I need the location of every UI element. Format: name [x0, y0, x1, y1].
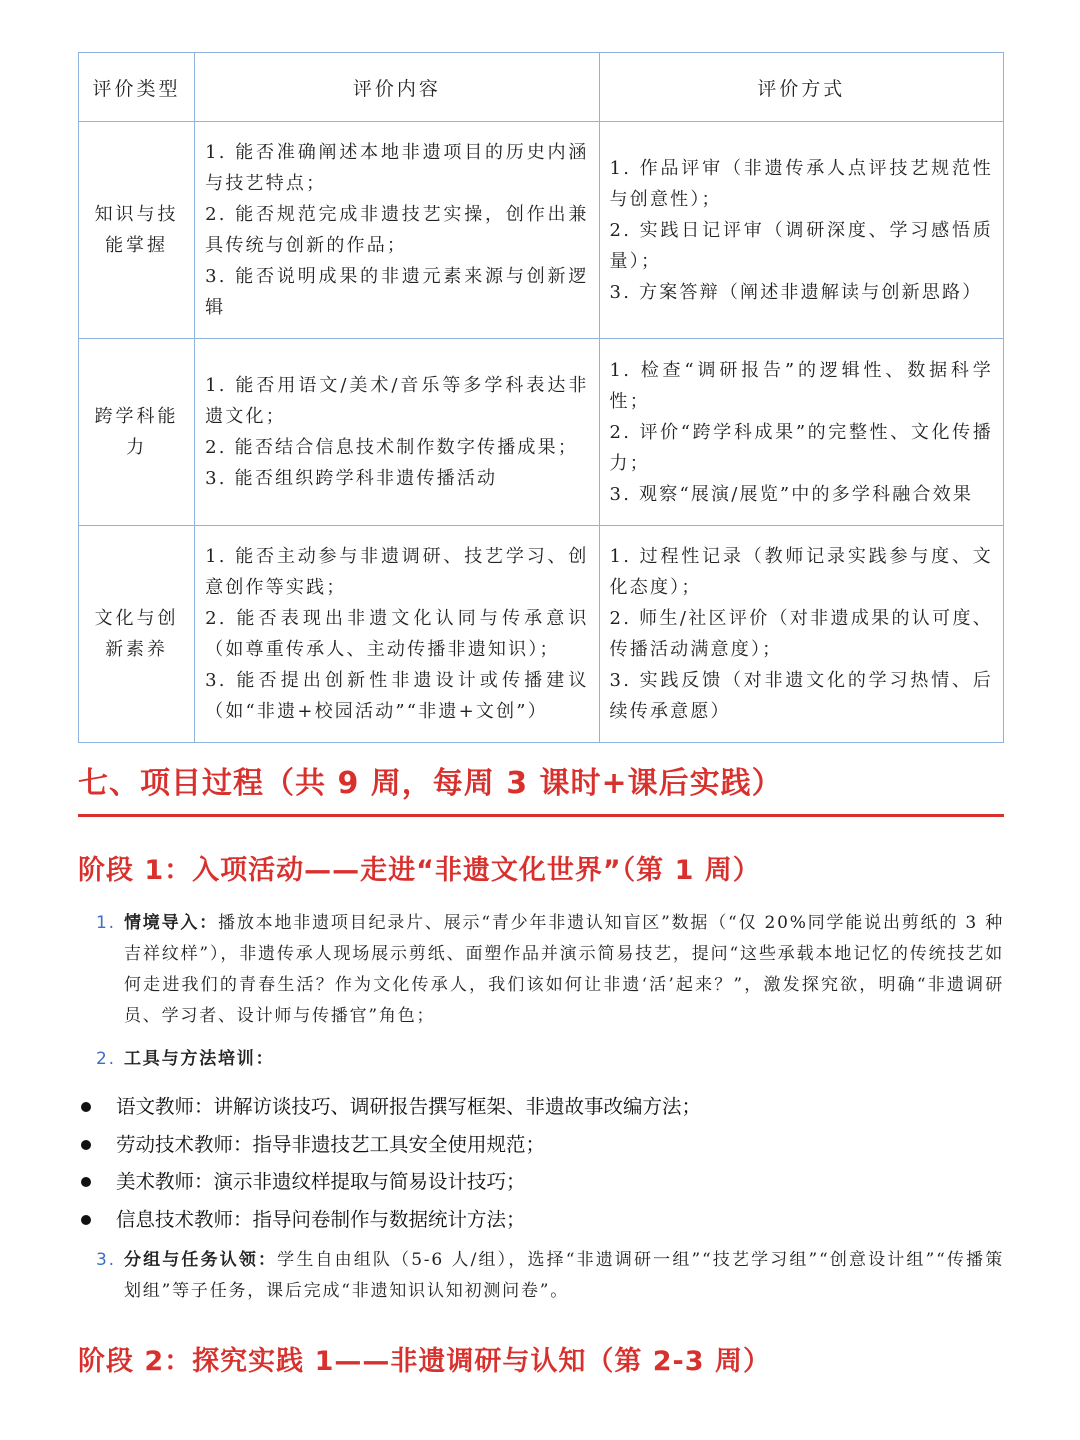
row-content: [195, 526, 599, 743]
table-header-row: [79, 53, 1004, 122]
item-body: [124, 1245, 1004, 1307]
section-divider: [78, 814, 1004, 817]
item-text: 学生自由组队（5-6 人/组），选择“非遗调研一组”“技艺学习组”“创意设计组”“传播策划组”等子任务，课后完成“非遗知识认知初测问卷”。: [124, 1250, 1004, 1301]
content-line: 3. 能否组织跨学科非遗传播活动: [205, 468, 498, 489]
item-lead: 分组与任务认领：: [124, 1250, 278, 1270]
method-line: 3. 方案答辩（阐述非遗解读与创新思路）: [609, 281, 983, 303]
content-line: 2. 能否结合信息技术制作数字传播成果；: [205, 437, 579, 458]
method-line: 2. 实践日记评审（调研深度、学习感悟质量）；: [609, 219, 993, 272]
list-item: [78, 1163, 1004, 1201]
stage-1-title: 阶段 1：入项活动——走进“非遗文化世界”（第 1 周）: [78, 855, 761, 886]
item-number: 1.: [96, 913, 116, 933]
row-type: 文化与创新素养: [79, 526, 195, 743]
stage-2-title: 阶段 2：探究实践 1——非遗调研与认知（第 2-3 周）: [78, 1346, 771, 1377]
header-eval-content: 评价内容: [195, 53, 599, 122]
bullet-text: 语文教师：讲解访谈技巧、调研报告撰写框架、非遗故事改编方法；: [116, 1095, 702, 1118]
numbered-item: [96, 1044, 1004, 1075]
row-method: [599, 526, 1003, 743]
list-item: [78, 1088, 1004, 1126]
table-row: [79, 122, 1004, 339]
row-method: [599, 122, 1003, 339]
bullet-icon: [81, 1102, 91, 1112]
item-body: [124, 908, 1004, 1032]
list-item: [78, 1201, 1004, 1239]
method-line: 3. 观察“展演/展览”中的多学科融合效果: [609, 483, 974, 505]
method-line: 2. 评价“跨学科成果”的完整性、文化传播力；: [609, 421, 993, 474]
row-type: 知识与技能掌握: [79, 122, 195, 339]
content-line: 3. 能否说明成果的非遗元素来源与创新逻辑: [205, 266, 589, 318]
header-eval-method: 评价方式: [599, 53, 1003, 122]
method-line: 1. 作品评审（非遗传承人点评技艺规范性与创意性）；: [609, 157, 993, 210]
numbered-item: [96, 1245, 1004, 1307]
method-line: 3. 实践反馈（对非遗文化的学习热情、后续传承意愿）: [609, 670, 993, 722]
item-lead: 情境导入：: [124, 913, 219, 933]
method-line: 2. 师生/社区评价（对非遗成果的认可度、传播活动满意度）；: [609, 608, 993, 660]
content-line: 2. 能否表现出非遗文化认同与传承意识（如尊重传承人、主动传播非遗知识）；: [205, 608, 589, 660]
method-line: 1. 检查“调研报告”的逻辑性、数据科学性；: [609, 359, 993, 412]
row-type: 跨学科能力: [79, 339, 195, 526]
bullet-icon: [81, 1215, 91, 1225]
content-line: 1. 能否主动参与非遗调研、技艺学习、创意创作等实践；: [205, 546, 589, 598]
content-line: 1. 能否用语文/美术/音乐等多学科表达非遗文化；: [205, 375, 589, 427]
bullet-text: 美术教师：演示非遗纹样提取与简易设计技巧；: [116, 1170, 526, 1193]
method-line: 1. 过程性记录（教师记录实践参与度、文化态度）；: [609, 546, 993, 598]
header-eval-type: 评价类型: [79, 53, 195, 122]
row-method: [599, 339, 1003, 526]
content-line: 1. 能否准确阐述本地非遗项目的历史内涵与技艺特点；: [205, 142, 589, 194]
content-line: 2. 能否规范完成非遗技艺实操，创作出兼具传统与创新的作品；: [205, 204, 589, 256]
table-row: [79, 526, 1004, 743]
item-number: 3.: [96, 1250, 116, 1270]
bullet-text: 信息技术教师：指导问卷制作与数据统计方法；: [116, 1207, 526, 1231]
numbered-item: [96, 908, 1004, 1032]
teacher-bullet-list: [78, 1088, 1004, 1238]
section-title: 七、项目过程（共 9 周，每周 3 课时+课后实践）: [78, 766, 783, 801]
evaluation-table: [78, 52, 1004, 743]
list-item: [78, 1126, 1004, 1164]
row-content: [195, 122, 599, 339]
bullet-icon: [81, 1140, 91, 1150]
bullet-text: 劳动技术教师：指导非遗技艺工具安全使用规范；: [116, 1132, 546, 1156]
item-lead: 工具与方法培训：: [124, 1049, 275, 1069]
content-line: 3. 能否提出创新性非遗设计或传播建议（如“非遗+校园活动”“非遗+文创”）: [205, 670, 589, 722]
row-content: [195, 339, 599, 526]
item-number: 2.: [96, 1049, 116, 1069]
item-body: [124, 1044, 1004, 1075]
item-text: 播放本地非遗项目纪录片、展示“青少年非遗认知盲区”数据（“仅 20%同学能说出剪纸的 3 种吉祥纹样”），非遗传承人现场展示剪纸、面塑作品并演示简易技艺，提问“这些承载本地记忆的传统技艺如何走进我们的青春生活？作为文化传承人，我们该如何让非遗‘活’起来？”，激发探究欲，明确“非遗调研员、学习者、设计师与传播官”角色；: [124, 913, 1005, 1026]
bullet-icon: [81, 1177, 91, 1187]
table-row: [79, 339, 1004, 526]
